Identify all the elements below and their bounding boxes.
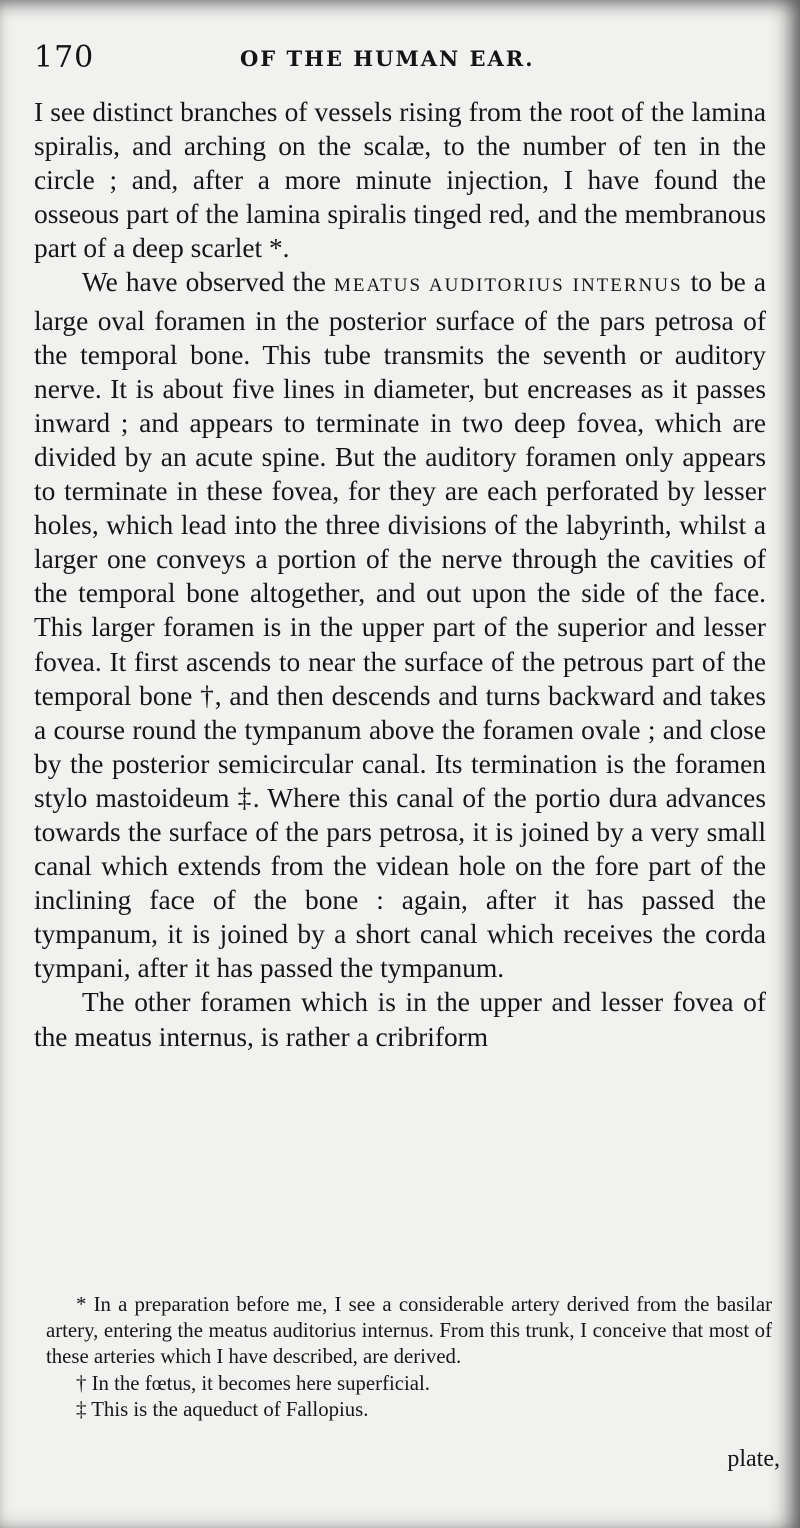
paragraph-2-lead: We have observed the <box>82 267 326 298</box>
paragraph-1: I see distinct branches of vessels rising from the root of the lamina spiralis, and arching on the scalæ, to the number of ten in the circle ; and, after a more minute injection, I have found the osseous part of the lamina spiralis tinged red, and the membranous part of a deep scarlet *. <box>34 97 766 264</box>
page-number: 170 <box>34 40 95 75</box>
footnote-star: * In a preparation before me, I see a considerable artery derived from the basilar artery, entering the meatus auditorius internus. From this trunk, I conceive that most of these arteries which I have described, are derived. <box>46 1293 772 1369</box>
footnotes <box>46 1292 772 1423</box>
paragraph-2-rest: to be a large oval foramen in the posterior surface of the pars petrosa of the temporal bone. This tube transmits the seventh or auditory nerve. It is about five lines in diameter, but encreases as it passes inward ; and appears to terminate in two deep fovea, which are divided by an acute spine. But the auditory foramen only appears to terminate in these fovea, for they are each perforated by lesser holes, which lead into the three divisions of the labyrinth, whilst a larger one conveys a portion of the nerve through the cavities of the temporal bone altogether, and out upon the side of the face. This larger foramen is in the upper part of the superior and lesser fovea. It first ascends to near the surface of the petrous part of the temporal bone †, and then descends and turns backward and takes a course round the tympanum above the foramen ovale ; and close by the posterior semicircular canal. Its termination is the foramen stylo mastoideum ‡. Where this canal of the portio dura advances towards the surface of the pars petrosa, it is joined by a very small canal which extends from the videan hole on the fore part of the inclining face of the bone : again, after it has passed the tympanum, it is joined by a short canal which receives the corda tympani, after it has passed the tympanum. <box>34 267 766 984</box>
footnote-double-dagger: ‡ This is the aqueduct of Fallopius. <box>76 1397 369 1421</box>
paragraph-2 <box>34 265 766 985</box>
footnote-dagger: † In the fœtus, it becomes here superficial. <box>76 1371 431 1395</box>
meatus-term: MEATUS AUDITORIUS INTERNUS <box>334 275 683 297</box>
page-header <box>30 40 770 80</box>
paragraph-3: The other foramen which is in the upper and lesser fovea of the meatus internus, is rather a cribriform <box>34 987 766 1052</box>
catchword: plate, <box>727 1446 780 1472</box>
body-text <box>34 95 766 1054</box>
running-title: OF THE HUMAN EAR. <box>240 46 535 71</box>
